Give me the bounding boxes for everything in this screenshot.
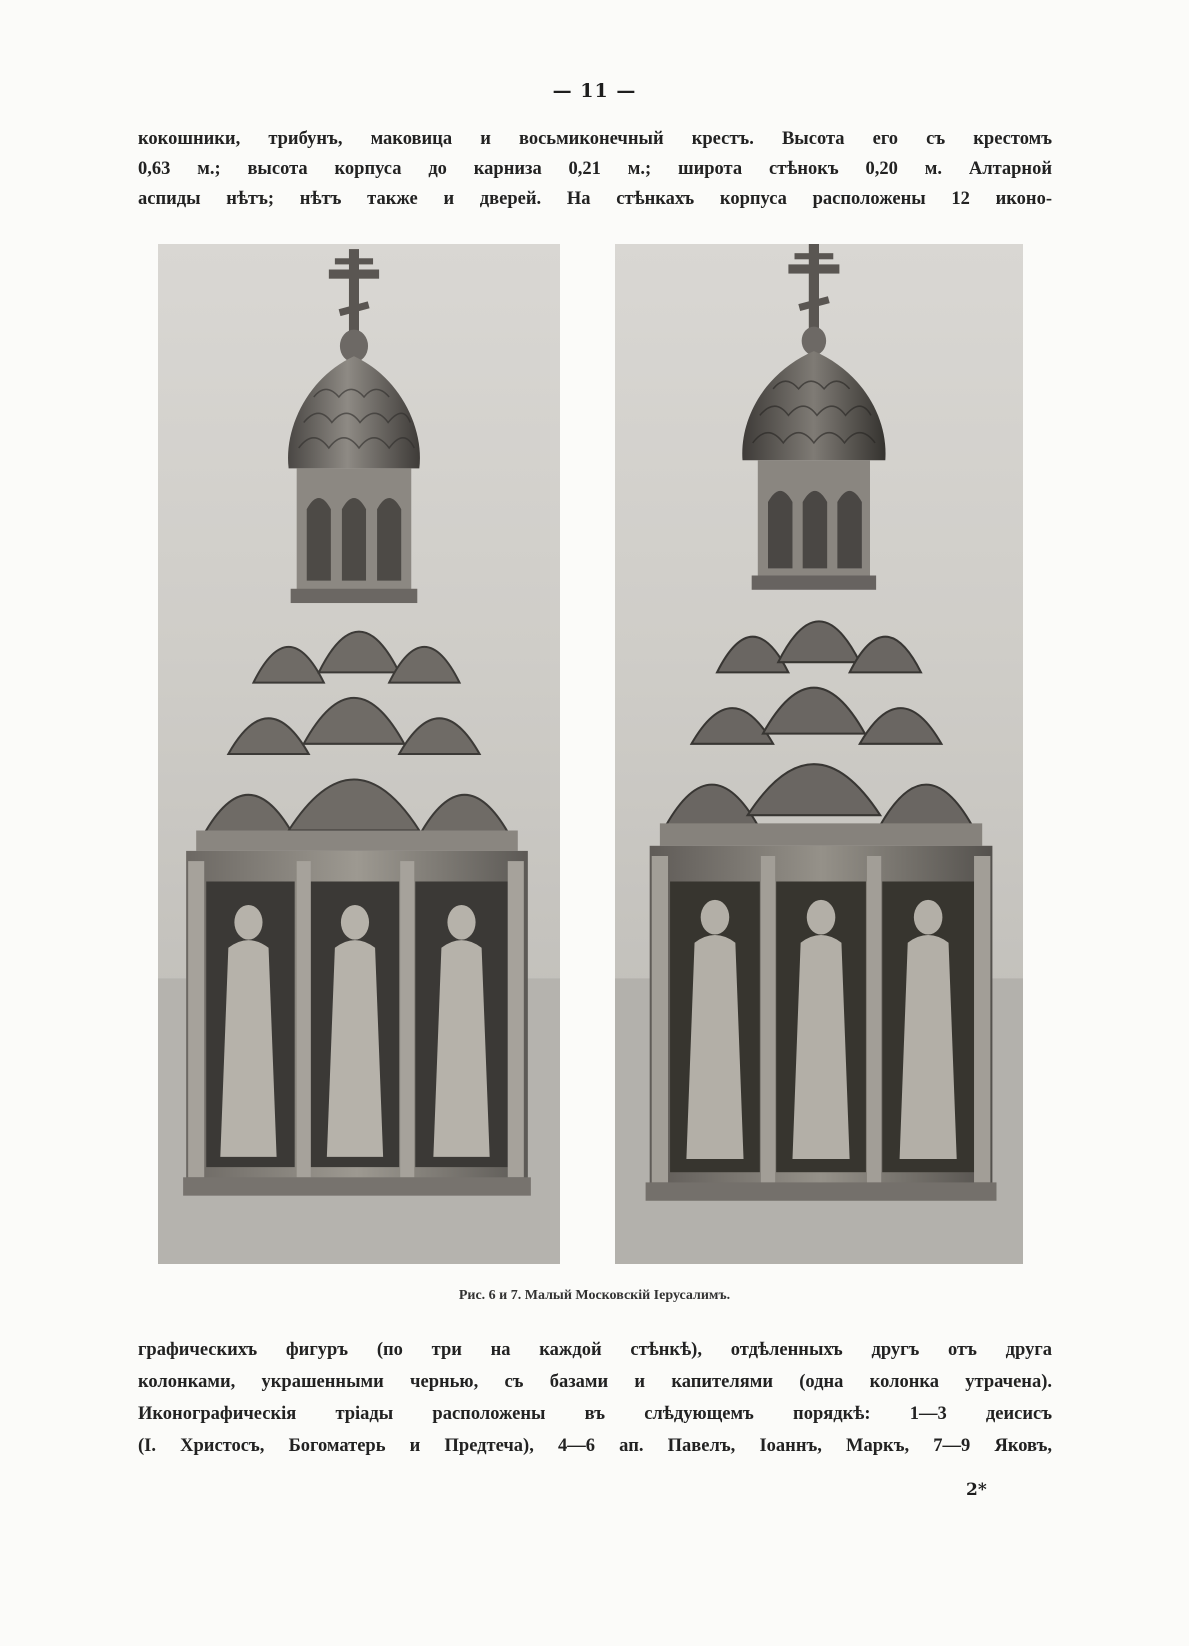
reliquary-drawing-left [158, 244, 560, 1264]
cross-icon [788, 244, 839, 331]
text-line: аспиды нѣтъ; нѣтъ также и дверей. На стѣнкахъ корпуса расположены 12 иконо- [138, 189, 1052, 209]
figure-caption: Рис. 6 и 7. Малый Московскій Іерусалимъ. [458, 1288, 731, 1303]
text-line: (І. Христосъ, Богоматерь и Предтеча), 4—6 ап. Павелъ, Іоаннъ, Маркъ, 7—9 Яковъ, [138, 1436, 1052, 1456]
text-line: колонками, украшенными чернью, съ базами и капителями (одна колонка утрачена). [138, 1372, 1052, 1392]
page-number: — 11 — [552, 80, 637, 102]
signature-mark: 2* [966, 1480, 987, 1500]
paragraph-bottom [138, 1334, 1052, 1462]
photo-fig-6 [158, 244, 560, 1264]
text-line: кокошники, трибунъ, маковица и восьмиконечный крестъ. Высота его съ крестомъ [138, 129, 1052, 149]
text-line: 0,63 м.; высота корпуса до карниза 0,21 м.; широта стѣнокъ 0,20 м. Алтарной [138, 159, 1052, 179]
photo-fig-7 [615, 244, 1023, 1264]
reliquary-drawing-right [615, 244, 1023, 1264]
paragraph-top [138, 124, 1052, 214]
text-line: графическихъ фигуръ (по три на каждой стѣнкѣ), отдѣленныхъ другъ отъ друга [138, 1340, 1052, 1360]
cross-icon [329, 249, 379, 336]
text-line: Иконографическія тріады расположены въ слѣдующемъ порядкѣ: 1—3 деисисъ [138, 1404, 1052, 1424]
